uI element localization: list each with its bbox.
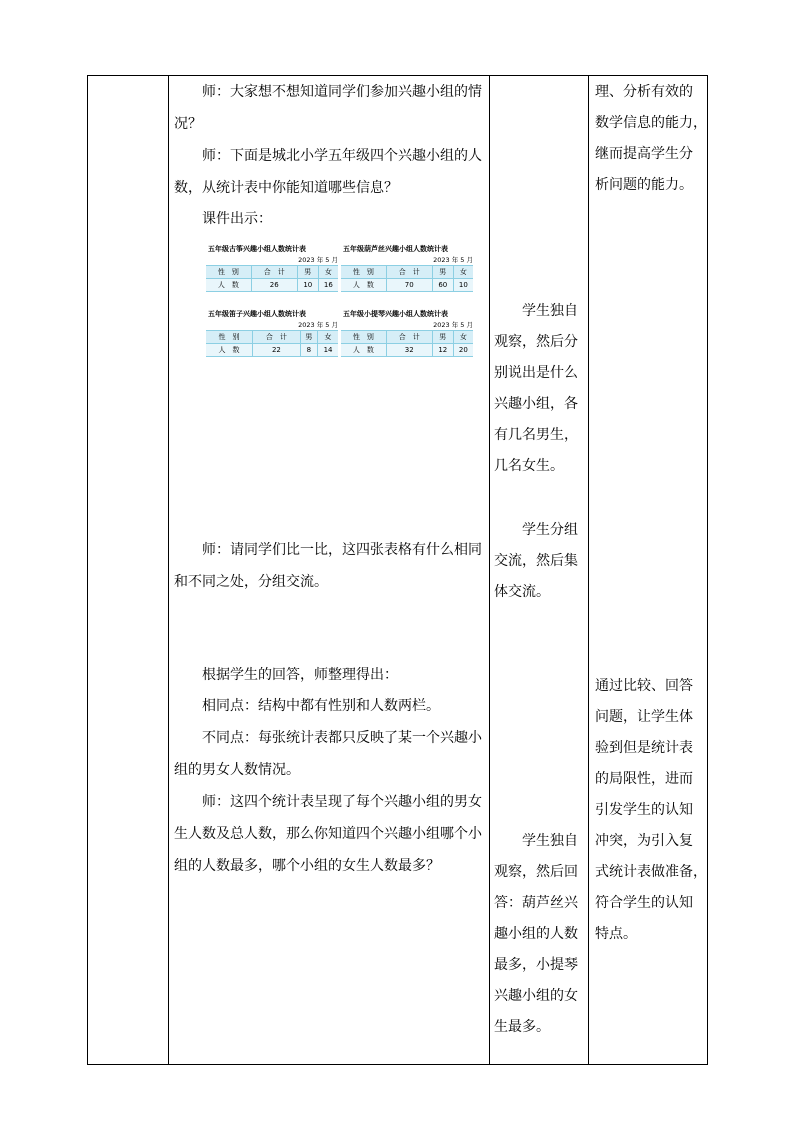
teacher-line: 和不同之处，分组交流。 [174,574,328,590]
header-cell: 性 别 [206,331,253,344]
intent-line: 继而提高学生分 [595,146,693,162]
student-line: 学生独自 [522,303,578,319]
data-cell: 人 数 [206,279,251,292]
header-cell: 男 [432,331,453,344]
stat-table-violin [341,309,473,357]
data-cell: 12 [432,344,453,357]
header-cell: 合 计 [386,266,432,279]
header-cell: 合 计 [386,331,432,344]
header-cell: 性 别 [341,266,386,279]
teacher-line: 师：这四个统计表呈现了每个兴趣小组的男女 [202,794,482,810]
stat-table-date: 2023 年 5 月 [298,256,338,264]
data-cell: 32 [386,344,432,357]
intent-line: 数学信息的能力， [595,115,707,131]
teacher-line: 相同点：结构中都有性别和人数两栏。 [202,698,440,714]
teacher-line: 数，从统计表中你能知道哪些信息？ [174,180,398,196]
header-cell: 女 [318,331,338,344]
intent-block-1 [595,77,710,201]
teacher-line: 师：下面是城北小学五年级四个兴趣小组的人 [202,148,482,164]
header-cell: 男 [432,266,453,279]
intent-line: 引发学生的认知 [595,802,693,818]
data-cell: 26 [251,279,297,292]
header-cell: 男 [297,266,318,279]
intent-line: 冲突，为引入复 [595,833,693,849]
student-line: 体交流。 [494,584,550,600]
teacher-line: 组的人数最多，哪个小组的女生人数最多？ [174,858,440,874]
data-cell: 10 [297,279,318,292]
header-cell: 女 [453,331,473,344]
stat-table-date: 2023 年 5 月 [433,321,473,329]
stat-table-title: 五年级笛子兴趣小组人数统计表 [208,310,306,318]
student-line: 答：葫芦丝兴 [494,895,578,911]
data-cell: 20 [453,344,473,357]
header-cell: 合 计 [251,266,297,279]
column-divider-2 [489,75,490,1065]
student-line: 观察，然后回 [494,864,578,880]
teacher-line: 生人数及总人数，那么你知道四个兴趣小组哪个小 [174,826,482,842]
data-cell: 22 [253,344,301,357]
student-block-1 [494,296,586,482]
stat-table-dizi [206,309,338,357]
teacher-line: 师：请同学们比一比，这四张表格有什么相同 [202,542,482,558]
student-line: 兴趣小组的女 [494,988,578,1004]
student-line: 几名女生。 [494,458,564,474]
data-cell: 60 [432,279,453,292]
header-cell: 性 别 [206,266,251,279]
student-line: 别说出是什么 [494,365,578,381]
stat-table-date: 2023 年 5 月 [433,256,473,264]
intent-line: 符合学生的认知 [595,895,693,911]
teacher-line: 师：大家想不想知道同学们参加兴趣小组的情 [202,84,482,100]
intent-line: 析问题的能力。 [595,177,693,193]
header-cell: 女 [318,266,338,279]
column-divider-1 [168,75,169,1065]
intent-line: 问题，让学生体 [595,709,693,725]
intent-line: 通过比较、回答 [595,678,693,694]
student-line: 交流，然后集 [494,553,578,569]
data-cell: 10 [453,279,473,292]
data-cell: 14 [318,344,338,357]
column-divider-3 [588,75,589,1065]
student-line: 趣小组的人数 [494,926,578,942]
student-line: 观察，然后分 [494,334,578,350]
student-line: 学生分组 [522,522,578,538]
data-cell: 人 数 [206,344,253,357]
stat-table-guzheng [206,244,338,292]
stat-table-title: 五年级小提琴兴趣小组人数统计表 [343,310,448,318]
teacher-line: 课件出示： [202,211,272,227]
data-cell: 16 [318,279,338,292]
stat-table-title: 五年级葫芦丝兴趣小组人数统计表 [343,245,448,253]
data-cell: 70 [386,279,432,292]
student-line: 学生独自 [522,833,578,849]
data-cell: 人 数 [341,279,386,292]
student-line: 最多，小提琴 [494,957,578,973]
intent-line: 理、分析有效的 [595,84,693,100]
stat-table-hulusi [341,244,473,292]
header-cell: 性 别 [341,331,386,344]
teacher-line: 根据学生的回答，师整理得出： [202,667,398,683]
intent-line: 验到但是统计表 [595,740,693,756]
intent-line: 的局限性，进而 [595,771,693,787]
intent-line: 式统计表做准备， [595,864,707,880]
teacher-line: 组的男女人数情况。 [174,762,300,778]
intent-line: 特点。 [595,926,637,942]
student-line: 有几名男生， [494,427,578,443]
teacher-line: 况？ [174,116,202,132]
student-line: 兴趣小组，各 [494,396,578,412]
stat-table-title: 五年级古筝兴趣小组人数统计表 [208,245,306,253]
header-cell: 女 [453,266,473,279]
data-cell: 8 [300,344,317,357]
header-cell: 男 [300,331,317,344]
student-block-3 [494,826,586,1043]
intent-block-2 [595,671,710,950]
student-block-2 [494,515,586,608]
stat-table-date: 2023 年 5 月 [298,321,338,329]
header-cell: 合 计 [253,331,301,344]
data-cell: 人 数 [341,344,386,357]
student-line: 生最多。 [494,1019,550,1035]
teacher-line: 不同点：每张统计表都只反映了某一个兴趣小 [202,730,482,746]
